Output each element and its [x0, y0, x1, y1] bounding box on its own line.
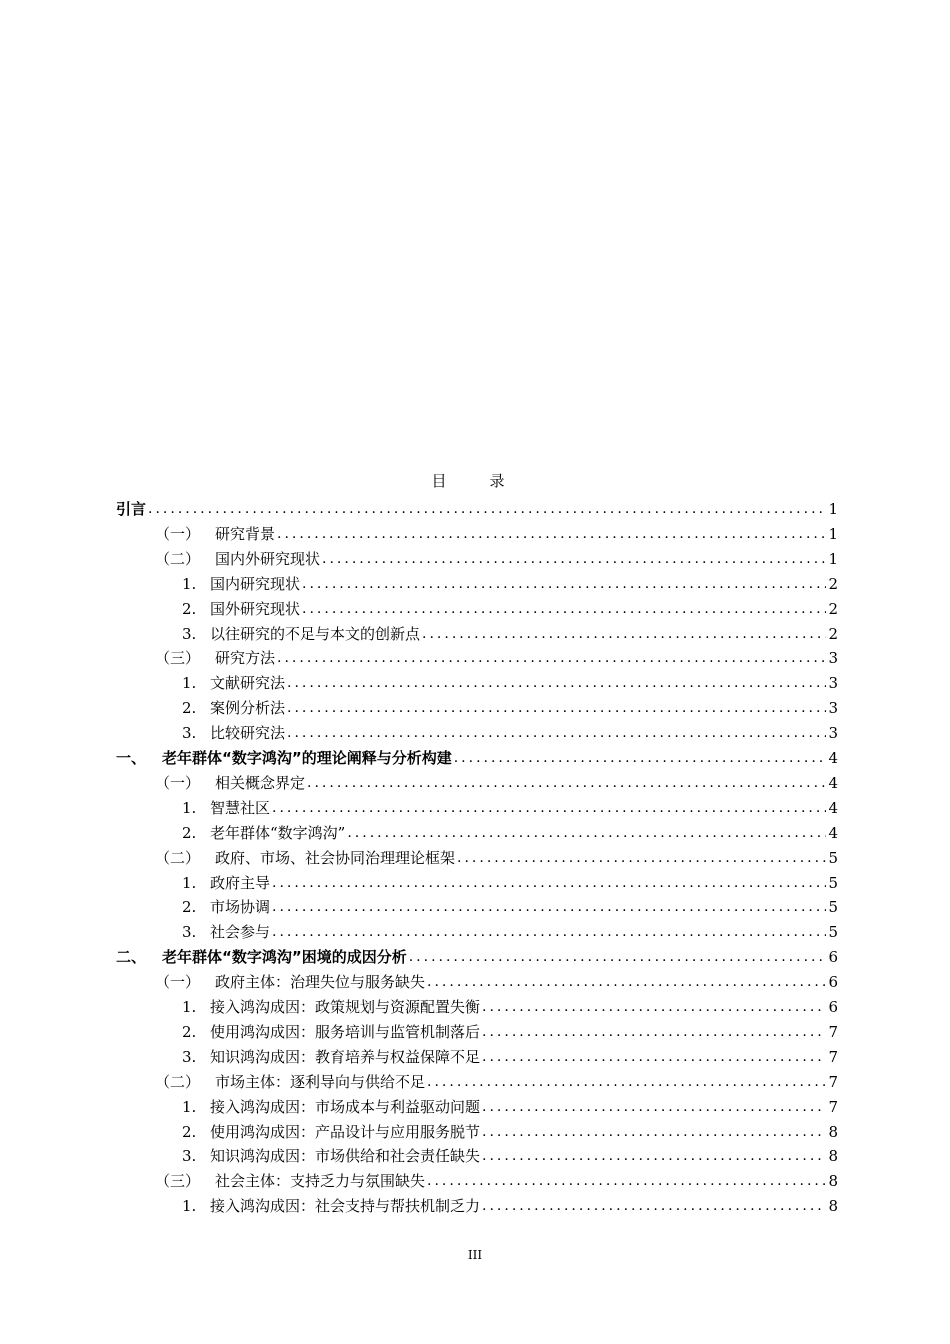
toc-dot-leader	[482, 1196, 826, 1216]
toc-dot-leader	[322, 549, 826, 569]
toc-entry-title: 老年群体“数字鸿沟”困境的成因分析	[162, 948, 407, 967]
toc-entry-page: 7	[828, 1022, 838, 1041]
toc-dot-leader	[347, 823, 826, 843]
toc-entry[interactable]	[182, 594, 838, 619]
toc-dot-leader	[307, 773, 826, 793]
toc-entry[interactable]	[116, 743, 838, 768]
toc-entry-page: 6	[828, 973, 838, 992]
toc-entry[interactable]	[182, 1092, 838, 1117]
toc-entry-page: 6	[828, 998, 838, 1016]
toc-entry-page: 5	[828, 873, 838, 892]
toc-entry-page: 2	[828, 574, 838, 593]
toc-entry[interactable]	[155, 843, 838, 868]
toc-entry-number: 1.	[182, 1097, 197, 1116]
toc-dot-leader	[457, 848, 826, 868]
toc-entry-title: 接入鸿沟成因：市场成本与利益驱动问题	[210, 1097, 481, 1116]
toc-entry-number: 2.	[182, 1122, 197, 1141]
toc-entry-title: 文献研究法	[210, 674, 286, 693]
toc-entry[interactable]	[155, 643, 838, 668]
toc-dot-leader	[277, 648, 826, 668]
toc-dot-leader	[302, 599, 826, 619]
toc-entry-page: 5	[828, 923, 838, 942]
toc-dot-leader	[482, 1047, 826, 1067]
toc-dot-leader	[482, 1122, 826, 1142]
toc-entry[interactable]	[182, 892, 838, 917]
toc-dot-leader	[148, 499, 826, 519]
toc-entry-page: 4	[828, 798, 838, 817]
toc-entry-page: 7	[828, 1047, 838, 1066]
toc-entry-page: 3	[828, 724, 838, 743]
toc-dot-leader	[277, 524, 826, 544]
toc-entry-number: 1.	[182, 674, 197, 693]
toc-dot-leader	[409, 947, 826, 967]
toc-entry-title: 国外研究现状	[210, 599, 301, 618]
toc-entry-title: 市场协调	[210, 898, 271, 917]
toc-title: 目 录	[431, 472, 519, 490]
toc-entry-number: 3.	[182, 923, 197, 942]
toc-entry-title: 以往研究的不足与本文的创新点	[210, 624, 421, 643]
toc-entry-number: 一、	[116, 749, 147, 767]
toc-entry-page: 6	[828, 948, 838, 967]
toc-dot-leader	[272, 798, 826, 818]
toc-entry-number: （二）	[155, 1072, 201, 1091]
toc-entry-page: 2	[828, 599, 838, 618]
toc-dot-leader	[287, 673, 826, 693]
toc-entry-page: 3	[828, 699, 838, 718]
toc-entry[interactable]	[116, 942, 838, 967]
toc-entry-page: 8	[828, 1147, 838, 1166]
toc-entry-title: 引言	[116, 500, 147, 518]
toc-entry[interactable]	[116, 494, 838, 519]
toc-dot-leader	[272, 922, 826, 942]
toc-entry-page: 8	[828, 1172, 838, 1191]
toc-entry[interactable]	[182, 917, 838, 942]
toc-entry-number: 2.	[182, 823, 197, 842]
toc-entry-number: 3.	[182, 624, 197, 643]
toc-entry-page: 3	[828, 649, 838, 668]
toc-entry-number: （一）	[155, 524, 201, 543]
toc-entry-number: （一）	[155, 973, 201, 992]
toc-entry-number: 1.	[182, 1197, 197, 1216]
toc-dot-leader	[272, 873, 826, 893]
toc-entry-title: 相关概念界定	[215, 773, 306, 792]
toc-entry-title: 比较研究法	[210, 724, 286, 743]
toc-entry-page: 4	[828, 773, 838, 792]
toc-entry-number: 3.	[182, 724, 197, 743]
toc-entry-title: 研究背景	[215, 524, 276, 543]
toc-entry-title: 社会参与	[210, 923, 271, 942]
toc-entry[interactable]	[182, 1042, 838, 1067]
toc-entry[interactable]	[182, 619, 838, 644]
toc-entry-title: 知识鸿沟成因：教育培养与权益保障不足	[210, 1047, 481, 1066]
toc-entry-title: 市场主体：逐利导向与供给不足	[215, 1072, 426, 1091]
toc-entry[interactable]	[182, 992, 838, 1017]
toc-entry-title: 使用鸿沟成因：产品设计与应用服务脱节	[210, 1122, 481, 1141]
toc-entry[interactable]	[182, 868, 838, 893]
toc-entry-page: 7	[828, 1072, 838, 1091]
toc-entry-title: 使用鸿沟成因：服务培训与监管机制落后	[210, 1022, 481, 1041]
toc-entry-title: 接入鸿沟成因：社会支持与帮扶机制乏力	[210, 1197, 481, 1216]
toc-entry-number: 2.	[182, 699, 197, 718]
toc-entry-page: 5	[828, 898, 838, 917]
toc-entry-title: 政府主导	[210, 873, 271, 892]
toc-entry-title: 国内研究现状	[210, 574, 301, 593]
toc-entry[interactable]	[182, 693, 838, 718]
toc-entry-title: 国内外研究现状	[215, 549, 321, 568]
toc-entry[interactable]	[155, 544, 838, 569]
toc-entry-page: 8	[828, 1197, 838, 1216]
toc-dot-leader	[272, 897, 826, 917]
toc-entry[interactable]	[182, 1017, 838, 1042]
toc-dot-leader	[454, 748, 826, 768]
toc-entry-title: 案例分析法	[210, 699, 286, 718]
toc-dot-leader	[427, 972, 826, 992]
toc-entry-number: （一）	[155, 773, 201, 792]
toc-entry[interactable]	[155, 768, 838, 793]
toc-entry-number: 1.	[182, 873, 197, 892]
toc-dot-leader	[287, 698, 826, 718]
toc-entry[interactable]	[182, 718, 838, 743]
toc-entry-number: 1.	[182, 998, 197, 1016]
toc-entry-title: 政府、市场、社会协同治理理论框架	[215, 848, 456, 867]
toc-dot-leader	[302, 574, 826, 594]
toc-entry-title: 老年群体“数字鸿沟”的理论阐释与分析构建	[162, 749, 452, 767]
toc-dot-leader	[427, 1171, 826, 1191]
toc-entry-page: 4	[828, 749, 838, 767]
toc-dot-leader	[287, 723, 826, 743]
toc-entry-number: （二）	[155, 549, 201, 568]
toc-entry-number: 1.	[182, 574, 197, 593]
toc-entry-title: 接入鸿沟成因：政策规划与资源配置失衡	[210, 998, 481, 1016]
page-number: III	[467, 1248, 483, 1262]
toc-entry-title: 社会主体：支持乏力与氛围缺失	[215, 1172, 426, 1191]
toc-entry-number: 2.	[182, 599, 197, 618]
toc-entry-page: 3	[828, 674, 838, 693]
toc-entry-page: 1	[828, 549, 838, 568]
toc-dot-leader	[482, 1097, 826, 1117]
toc-entry[interactable]	[182, 569, 838, 594]
toc-entry-page: 1	[828, 524, 838, 543]
toc-entry-page: 8	[828, 1122, 838, 1141]
toc-entry-page: 4	[828, 823, 838, 842]
toc-entry-number: （三）	[155, 649, 201, 668]
toc-entry[interactable]	[182, 793, 838, 818]
toc-dot-leader	[482, 1146, 826, 1166]
toc-entry-number: 3.	[182, 1047, 197, 1066]
toc-entry-number: 3.	[182, 1147, 197, 1166]
toc-entry[interactable]	[182, 818, 838, 843]
toc-entry[interactable]	[182, 1117, 838, 1142]
toc-entry-title: 政府主体：治理失位与服务缺失	[215, 973, 426, 992]
toc-entry[interactable]	[155, 1166, 838, 1191]
toc-entry-number: （二）	[155, 848, 201, 867]
toc-entry-page: 7	[828, 1097, 838, 1116]
toc-entry-number: 2.	[182, 1022, 197, 1041]
toc-entry-title: 老年群体“数字鸿沟”	[210, 823, 346, 842]
toc-entry-page: 2	[828, 624, 838, 643]
toc-entry[interactable]	[182, 1191, 838, 1216]
toc-entry-title: 研究方法	[215, 649, 276, 668]
toc-dot-leader	[482, 997, 826, 1017]
toc-entry-number: （三）	[155, 1172, 201, 1191]
toc-dot-leader	[422, 624, 826, 644]
toc-entry-title: 智慧社区	[210, 798, 271, 817]
toc-entry[interactable]	[155, 1067, 838, 1092]
toc-entry[interactable]	[182, 1141, 838, 1166]
toc-entry-title: 知识鸿沟成因：市场供给和社会责任缺失	[210, 1147, 481, 1166]
toc-entry-number: 二、	[116, 948, 147, 967]
toc-dot-leader	[482, 1022, 826, 1042]
toc-entry[interactable]	[182, 668, 838, 693]
toc-entry-page: 5	[828, 848, 838, 867]
toc-entry[interactable]	[155, 967, 838, 992]
toc-entry-number: 2.	[182, 898, 197, 917]
toc-entry-number: 1.	[182, 798, 197, 817]
toc-entry[interactable]	[155, 519, 838, 544]
toc-entry-page: 1	[828, 500, 838, 518]
toc-dot-leader	[427, 1072, 826, 1092]
